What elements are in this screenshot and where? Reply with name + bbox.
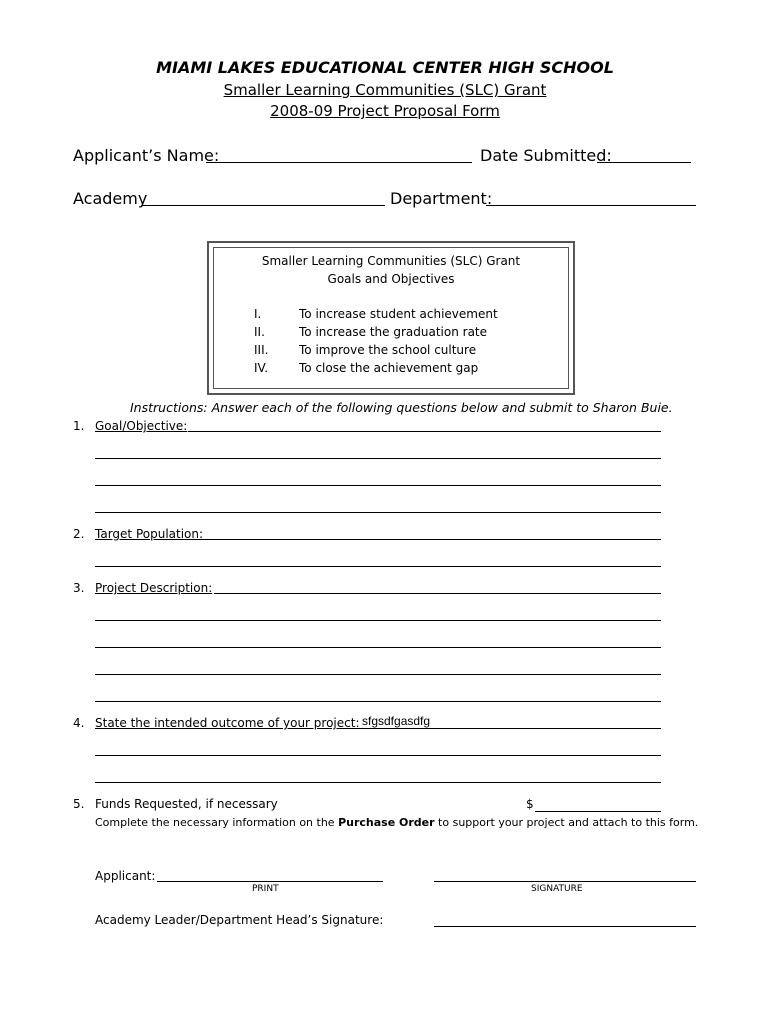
funds-note xyxy=(95,816,698,829)
answer-line[interactable] xyxy=(188,431,661,432)
goal-text: To increase the graduation rate xyxy=(299,325,488,339)
question-label: Target Population: xyxy=(95,527,204,541)
question-number: 4. xyxy=(73,716,85,730)
question-label: Project Description: xyxy=(95,581,213,595)
answer-line[interactable] xyxy=(95,647,661,648)
answer-line[interactable] xyxy=(356,728,661,729)
school-title: MIAMI LAKES EDUCATIONAL CENTER HIGH SCHOOL xyxy=(156,58,614,77)
applicant-signature-field[interactable] xyxy=(434,881,696,882)
academy-label: Academy xyxy=(73,189,148,208)
question-number: 2. xyxy=(73,527,85,541)
date-submitted-field[interactable] xyxy=(597,162,691,163)
answer-line[interactable] xyxy=(95,458,661,459)
answer-line[interactable] xyxy=(95,485,661,486)
applicant-label: Applicant: xyxy=(95,869,156,883)
applicant-print-field[interactable] xyxy=(157,881,383,882)
date-submitted-label: Date Submitted: xyxy=(480,146,612,165)
grant-subtitle: Smaller Learning Communities (SLC) Grant xyxy=(223,81,547,99)
outcome-answer[interactable]: sfgsdfgasdfg xyxy=(362,714,431,728)
question-label: Funds Requested, if necessary xyxy=(95,797,278,811)
question-label: Goal/Objective: xyxy=(95,419,188,433)
question-number: 3. xyxy=(73,581,85,595)
department-field[interactable] xyxy=(486,205,696,206)
answer-line[interactable] xyxy=(95,566,661,567)
funds-amount-field[interactable] xyxy=(535,811,661,812)
goal-text: To increase student achievement xyxy=(299,307,498,321)
goal-text: To improve the school culture xyxy=(299,343,477,357)
applicant-name-field[interactable] xyxy=(206,162,472,163)
goal-num: IV. xyxy=(254,361,269,375)
instructions: Instructions: Answer each of the following questions below and submit to Sharon Buie. xyxy=(130,400,673,415)
question-label: State the intended outcome of your project: xyxy=(95,716,360,730)
answer-line[interactable] xyxy=(203,539,661,540)
department-label: Department: xyxy=(390,189,493,208)
answer-line[interactable] xyxy=(95,620,661,621)
dollar-sign: $ xyxy=(526,797,534,811)
goal-num: I. xyxy=(254,307,262,321)
question-number: 1. xyxy=(73,419,85,433)
goals-box-title: Smaller Learning Communities (SLC) Grant xyxy=(261,254,521,268)
question-number: 5. xyxy=(73,797,85,811)
signature-label: SIGNATURE xyxy=(531,884,583,894)
print-label: PRINT xyxy=(252,884,279,894)
answer-line[interactable] xyxy=(214,593,661,594)
answer-line[interactable] xyxy=(95,755,661,756)
goal-num: III. xyxy=(254,343,269,357)
goal-num: II. xyxy=(254,325,265,339)
funds-note-before: Complete the necessary information on the xyxy=(95,816,339,829)
leader-signature-label: Academy Leader/Department Head’s Signature: xyxy=(95,913,384,927)
purchase-order-text: Purchase Order xyxy=(338,816,435,829)
form-title: 2008-09 Project Proposal Form xyxy=(270,102,500,120)
academy-field[interactable] xyxy=(142,205,385,206)
leader-signature-field[interactable] xyxy=(434,926,696,927)
applicant-name-label: Applicant’s Name: xyxy=(73,146,220,165)
answer-line[interactable] xyxy=(95,701,661,702)
answer-line[interactable] xyxy=(95,782,661,783)
goals-box-subtitle: Goals and Objectives xyxy=(327,272,455,286)
goal-text: To close the achievement gap xyxy=(299,361,479,375)
funds-note-after: to support your project and attach to this form. xyxy=(434,816,699,829)
answer-line[interactable] xyxy=(95,674,661,675)
answer-line[interactable] xyxy=(95,512,661,513)
